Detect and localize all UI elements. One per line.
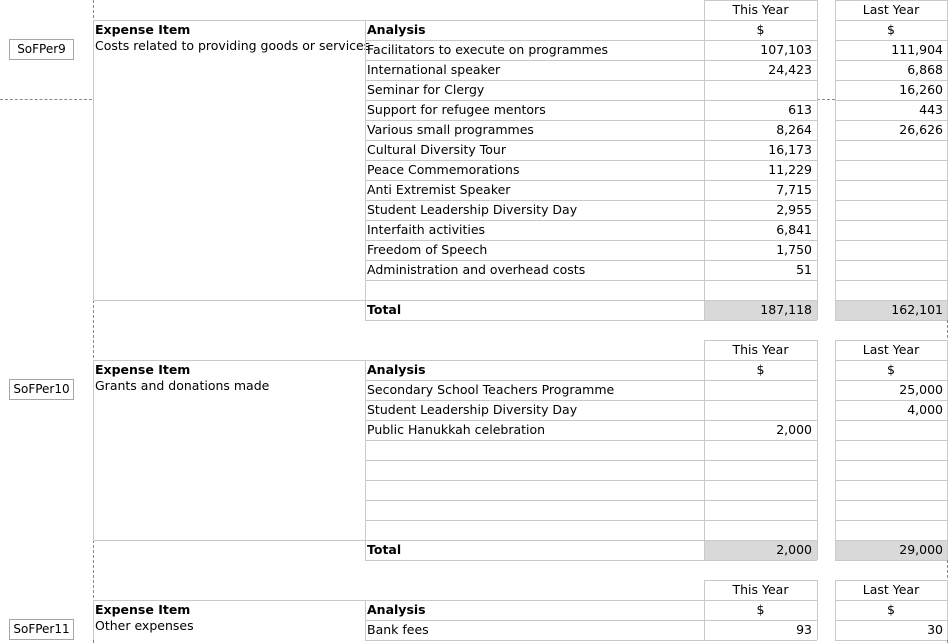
expense-item-name: Costs related to providing goods or services	[95, 38, 371, 53]
this-year-value: 6,841	[776, 222, 812, 237]
gridline	[835, 460, 947, 461]
gridline	[365, 560, 704, 561]
gridline	[365, 480, 704, 481]
last-year-value	[835, 140, 943, 160]
gridline	[365, 540, 704, 541]
gridline	[835, 560, 947, 561]
currency-last-year: $	[887, 362, 895, 377]
analysis-row-label: Secondary School Teachers Programme	[367, 382, 615, 397]
analysis-row-label: Support for refugee mentors	[367, 102, 546, 117]
last-year-value: 26,626	[899, 122, 943, 137]
this-year-value	[704, 80, 812, 100]
gridline	[93, 20, 94, 300]
this-year-header: This Year	[732, 342, 789, 357]
analysis-row-label: Student Leadership Diversity Day	[367, 202, 578, 217]
gridline	[817, 40, 818, 300]
gridline	[704, 500, 817, 501]
total-last-year-value: 29,000	[899, 542, 943, 557]
gridline	[704, 560, 817, 561]
currency-last-year: $	[887, 602, 895, 617]
last-year-value: 6,868	[907, 62, 943, 77]
last-year-value	[835, 420, 943, 440]
analysis-row-label: Seminar for Clergy	[367, 82, 485, 97]
gridline	[365, 460, 704, 461]
expense-item-header: Expense Item	[95, 362, 191, 377]
gridline	[704, 280, 817, 281]
analysis-row-label: Student Leadership Diversity Day	[367, 402, 578, 417]
currency-this-year: $	[756, 22, 765, 37]
analysis-row-label: Bank fees	[367, 622, 429, 637]
last-year-value	[835, 200, 943, 220]
gridline	[835, 440, 947, 441]
last-year-value	[835, 160, 943, 180]
this-year-value: 2,955	[776, 202, 812, 217]
this-year-header: This Year	[732, 2, 789, 17]
last-year-value: 4,000	[907, 402, 943, 417]
analysis-row-label: Anti Extremist Speaker	[367, 182, 511, 197]
analysis-row-label: Peace Commemorations	[367, 162, 520, 177]
gridline	[817, 540, 818, 560]
currency-this-year: $	[756, 362, 765, 377]
this-year-value: 93	[796, 622, 812, 637]
this-year-value: 8,264	[776, 122, 812, 137]
gridline	[835, 520, 947, 521]
last-year-value: 443	[919, 102, 943, 117]
gridline	[365, 500, 704, 501]
gridline	[365, 20, 366, 300]
gridline	[93, 360, 94, 540]
gridline	[835, 320, 947, 321]
analysis-row-label: Various small programmes	[367, 122, 534, 137]
gridline	[93, 600, 94, 640]
analysis-row-label: Interfaith activities	[367, 222, 486, 237]
analysis-header: Analysis	[367, 22, 426, 37]
this-year-value: 7,715	[776, 182, 812, 197]
total-this-year-value: 2,000	[776, 542, 812, 557]
page-guide-dashed	[0, 99, 92, 100]
gridline	[835, 480, 947, 481]
analysis-row-label: Administration and overhead costs	[367, 262, 586, 277]
analysis-row-label: International speaker	[367, 62, 501, 77]
analysis-row-label: Freedom of Speech	[367, 242, 488, 257]
this-year-value: 613	[788, 102, 812, 117]
total-last-year-value: 162,101	[891, 302, 943, 317]
this-year-value: 1,750	[776, 242, 812, 257]
gridline	[704, 520, 817, 521]
gridline	[365, 520, 704, 521]
currency-this-year: $	[756, 602, 765, 617]
this-year-value	[704, 400, 812, 420]
expense-item-header: Expense Item	[95, 22, 191, 37]
this-year-value: 107,103	[760, 42, 812, 57]
total-label: Total	[367, 302, 402, 317]
section-code: SoFPer9	[9, 39, 74, 60]
gridline	[835, 500, 947, 501]
this-year-value: 51	[796, 262, 812, 277]
gridline	[817, 620, 818, 640]
last-year-value: 25,000	[899, 382, 943, 397]
section-code: SoFPer10	[9, 379, 74, 400]
gridline	[704, 320, 817, 321]
gridline	[365, 440, 704, 441]
total-this-year-value: 187,118	[760, 302, 812, 317]
this-year-header: This Year	[732, 582, 789, 597]
gridline	[817, 580, 818, 620]
expense-item-header: Expense Item	[95, 602, 191, 617]
this-year-value: 11,229	[768, 162, 812, 177]
section-code: SoFPer11	[9, 619, 74, 640]
gridline	[835, 280, 947, 281]
currency-last-year: $	[887, 22, 895, 37]
gridline	[365, 640, 704, 641]
gridline	[365, 300, 366, 320]
last-year-value	[835, 260, 943, 280]
gridline	[365, 360, 366, 540]
last-year-header: Last Year	[862, 582, 920, 597]
gridline	[817, 0, 818, 40]
last-year-value: 30	[927, 622, 943, 637]
last-year-value	[835, 240, 943, 260]
analysis-row-label: Facilitators to execute on programmes	[367, 42, 609, 57]
last-year-header: Last Year	[862, 342, 920, 357]
gridline	[365, 300, 704, 301]
gridline	[93, 300, 365, 301]
gridline	[365, 540, 366, 560]
analysis-row-label: Public Hanukkah celebration	[367, 422, 546, 437]
last-year-value	[835, 220, 943, 240]
gridline	[365, 600, 366, 640]
expense-item-name: Other expenses	[95, 618, 194, 633]
analysis-header: Analysis	[367, 602, 426, 617]
last-year-value: 111,904	[891, 42, 943, 57]
gridline	[817, 340, 818, 380]
analysis-row-label: Cultural Diversity Tour	[367, 142, 506, 157]
this-year-value: 2,000	[776, 422, 812, 437]
last-year-header: Last Year	[862, 2, 920, 17]
total-label: Total	[367, 542, 402, 557]
analysis-header: Analysis	[367, 362, 426, 377]
gridline	[704, 640, 817, 641]
gridline	[704, 440, 817, 441]
this-year-value	[704, 380, 812, 400]
this-year-value: 24,423	[768, 62, 812, 77]
last-year-value	[835, 180, 943, 200]
last-year-value: 16,260	[899, 82, 943, 97]
gridline	[365, 280, 704, 281]
gridline	[704, 460, 817, 461]
expense-item-name: Grants and donations made	[95, 378, 270, 393]
page-guide-dashed	[817, 99, 835, 100]
gridline	[817, 380, 818, 540]
gridline	[704, 480, 817, 481]
this-year-value: 16,173	[768, 142, 812, 157]
gridline	[835, 640, 947, 641]
gridline	[817, 300, 818, 320]
gridline	[93, 540, 365, 541]
gridline	[365, 320, 704, 321]
